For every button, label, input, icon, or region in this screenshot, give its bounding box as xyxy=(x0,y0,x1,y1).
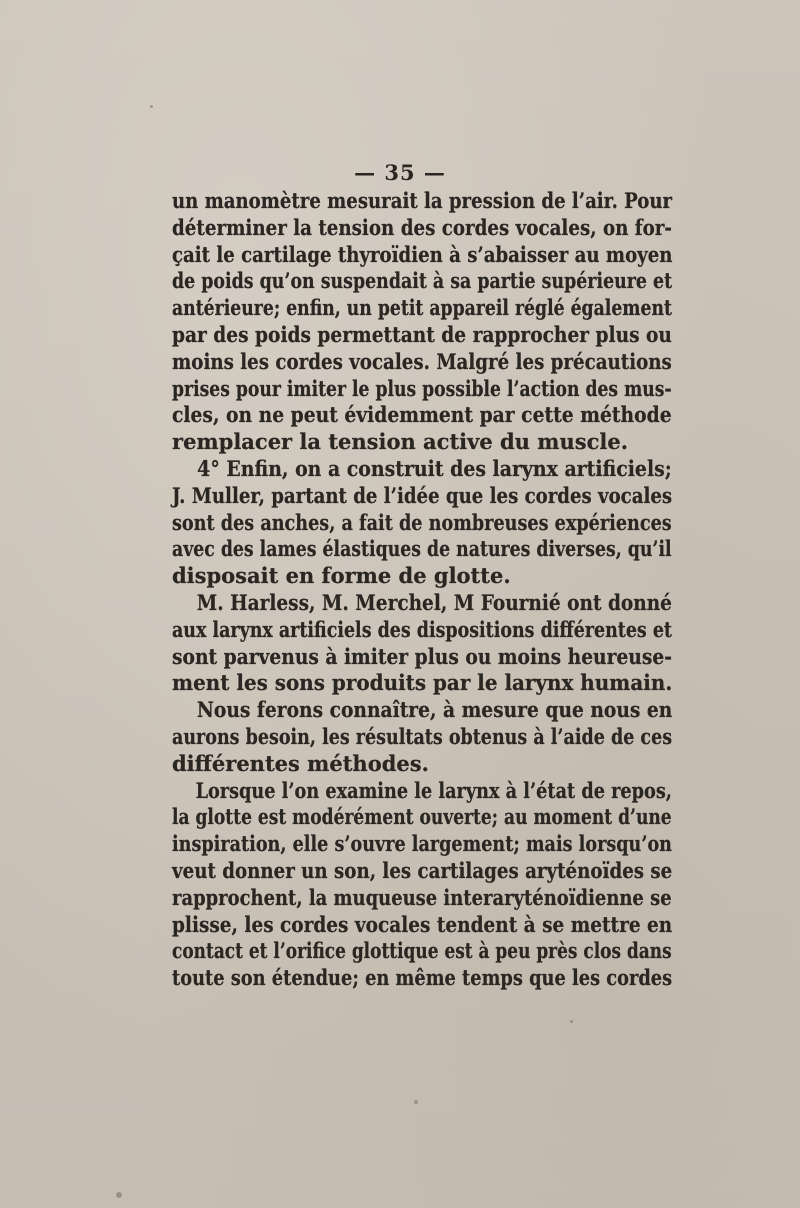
paper-speck xyxy=(414,1100,418,1104)
text-line: la glotte est modérément ouverte; au moment d’une xyxy=(172,804,672,830)
text-line: contact et l’orifice glottique est à peu près clos dans xyxy=(172,938,672,964)
text-line: J. Muller, partant de l’idée que les cordes vocales xyxy=(172,482,673,508)
text-line: Lorsque l’on examine le larynx à l’état de repos, xyxy=(195,777,672,803)
text-line: toute son étendue; en même temps que les cordes xyxy=(172,965,673,991)
text-line: différentes méthodes. xyxy=(172,750,429,776)
body-text xyxy=(172,188,672,992)
text-line: M. Harless, M. Merchel, M Fournié ont donné xyxy=(196,589,672,615)
text-line: par des poids permettant de rapprocher plus ou xyxy=(172,321,672,347)
text-line: de poids qu’on suspendait à sa partie supérieure et xyxy=(172,268,673,294)
text-line: sont des anches, a fait de nombreuses expériences xyxy=(172,509,672,535)
text-line: avec des lames élastiques de natures diverses, qu’il xyxy=(172,536,672,562)
text-line: cles, on ne peut évidemment par cette méthode xyxy=(172,402,672,428)
text-line: sont parvenus à imiter plus ou moins heureuse- xyxy=(172,643,672,669)
text-line: un manomètre mesurait la pression de l’air. Pour xyxy=(172,188,673,213)
text-line: 4° Enfin, on a construit des larynx artificiels; xyxy=(197,455,672,481)
text-line: remplacer la tension active du muscle. xyxy=(172,429,629,455)
text-line: aurons besoin, les résultats obtenus à l’aide de ces xyxy=(172,723,673,749)
text-line: déterminer la tension des cordes vocales, on for- xyxy=(172,214,673,240)
paper-speck xyxy=(116,1192,122,1198)
text-line: Nous ferons connaître, à mesure que nous en xyxy=(196,697,673,723)
text-line: disposait en forme de glotte. xyxy=(172,563,511,589)
text-line: veut donner un son, les cartilages aryténoïdes se xyxy=(172,857,673,883)
text-line: çait le cartilage thyroïdien à s’abaisser au moyen xyxy=(172,241,673,267)
text-line: moins les cordes vocales. Malgré les précautions xyxy=(172,348,672,374)
page-number: — 35 — xyxy=(354,160,446,185)
text-line: aux larynx artificiels des dispositions différentes et xyxy=(172,616,672,642)
text-line: prises pour imiter le plus possible l’action des mus- xyxy=(172,375,672,401)
text-line: inspiration, elle s’ouvre largement; mais lorsqu’on xyxy=(172,831,672,857)
paper-speck xyxy=(570,1020,573,1023)
text-line: rapprochent, la muqueuse interaryténoïdienne se xyxy=(172,884,672,910)
text-line: antérieure; enfin, un petit appareil réglé également xyxy=(172,295,673,321)
text-line: plisse, les cordes vocales tendent à se mettre en xyxy=(172,911,673,937)
text-line: ment les sons produits par le larynx humain. xyxy=(172,670,673,696)
paper-speck xyxy=(150,105,153,108)
